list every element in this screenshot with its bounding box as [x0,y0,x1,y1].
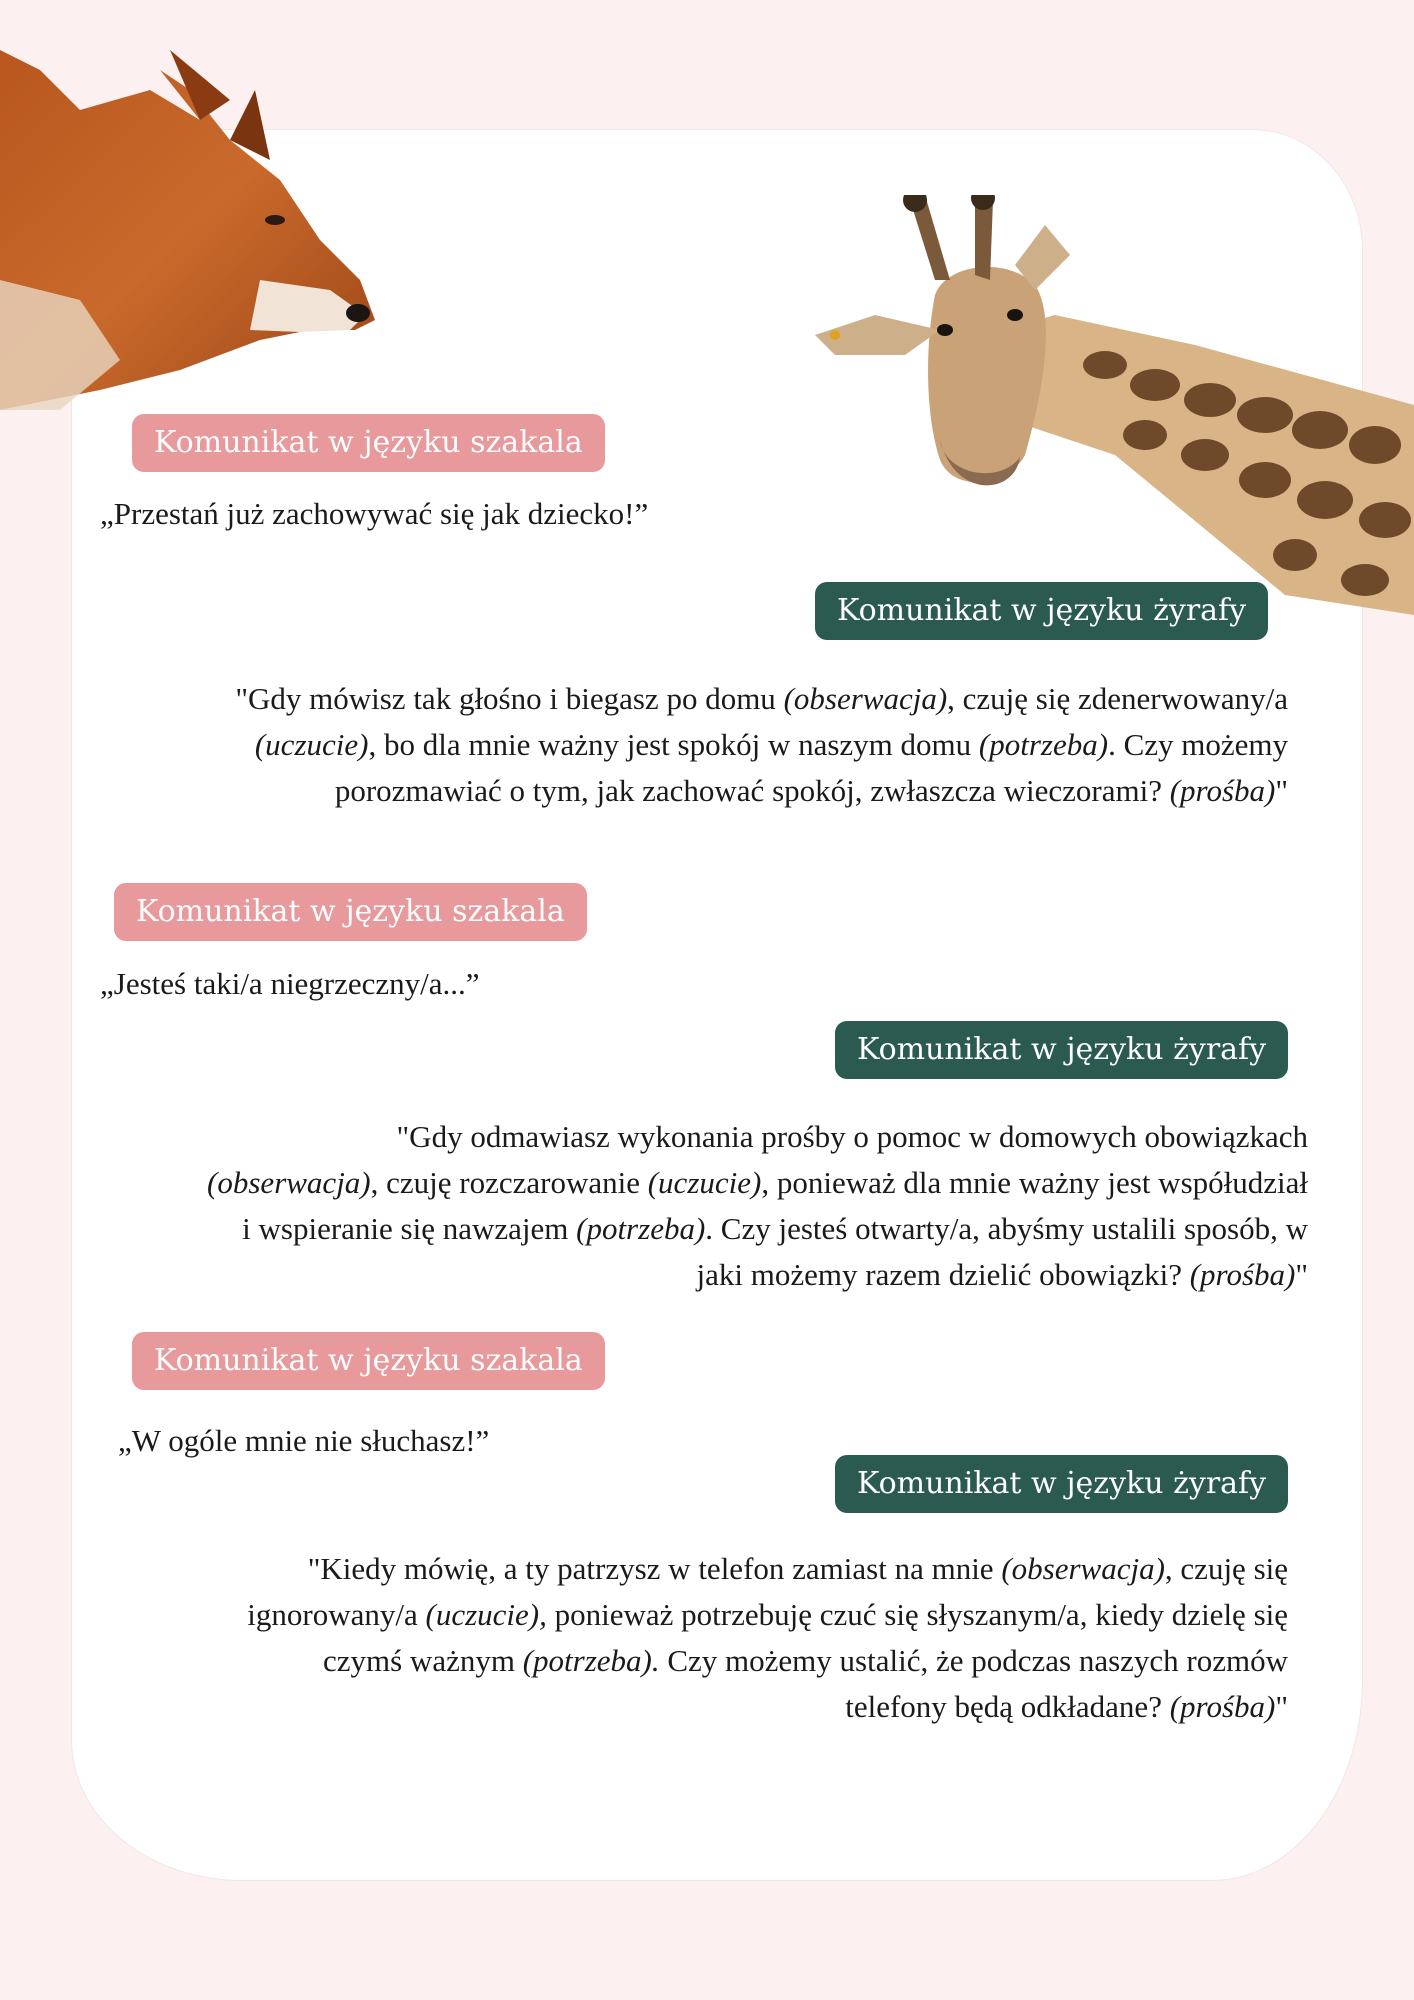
message-text: telefony będą odkładane? [845,1689,1170,1724]
message-line [100,1546,1288,1592]
giraffe-label-3: Komunikat w języku żyrafy [835,1455,1288,1513]
message-line [100,722,1288,768]
nvc-step-tag: (uczucie) [254,727,369,762]
jackal-label-3: Komunikat w języku szakala [132,1332,605,1390]
nvc-step-tag: (prośba) [1169,773,1276,808]
giraffe-illustration [815,195,1414,615]
message-text: ignorowany/a [247,1597,426,1632]
giraffe-message-3 [100,1546,1288,1730]
nvc-step-tag: (obserwacja) [1001,1551,1165,1586]
nvc-step-tag: (potrzeba) [978,727,1109,762]
message-text: jaki możemy razem dzielić obowiązki? [696,1257,1190,1292]
message-line [100,768,1288,814]
nvc-step-tag: (uczucie) [647,1165,762,1200]
message-text: " [1275,1689,1288,1724]
message-text: ponieważ potrzebuję czuć się słyszanym/a, kiedy dzielę się [546,1597,1288,1632]
message-text: " [1275,773,1288,808]
message-line [100,1252,1308,1298]
nvc-step-tag: (uczucie), [425,1597,547,1632]
giraffe-label-2: Komunikat w języku żyrafy [835,1021,1288,1079]
message-text: "Gdy mówisz tak głośno i biegasz po domu [235,681,784,716]
message-text: "Kiedy mówię, a ty patrzysz w telefon zamiast na mnie [307,1551,1002,1586]
giraffe-message-1 [100,676,1288,814]
nvc-step-tag: (prośba) [1169,1689,1276,1724]
jackal-quote-3: „W ogóle mnie nie słuchasz!” [118,1423,490,1458]
nvc-step-tag: (potrzeba) [576,1211,706,1246]
nvc-step-tag: (obserwacja) [207,1165,371,1200]
message-text: . Czy jesteś otwarty/a, abyśmy ustalili sposób, w [705,1211,1308,1246]
message-line [100,1160,1308,1206]
message-text: " [1295,1257,1308,1292]
message-text: czymś ważnym [322,1643,523,1678]
message-text: , czuję się [1164,1551,1288,1586]
message-text: i wspieranie się nawzajem [242,1211,577,1246]
message-text: Czy możemy ustalić, że podczas naszych rozmów [659,1643,1288,1678]
jackal-quote-1: „Przestań już zachowywać się jak dziecko!” [100,496,649,531]
message-text: , czuję się zdenerwowany/a [947,681,1288,716]
jackal-label-1: Komunikat w języku szakala [132,414,605,472]
message-line [100,1114,1308,1160]
message-text: . Czy możemy [1108,727,1288,762]
message-line [100,1638,1288,1684]
fox-illustration [0,30,420,410]
jackal-quote-2: „Jesteś taki/a niegrzeczny/a...” [100,966,480,1001]
message-text: , czuję rozczarowanie [370,1165,648,1200]
nvc-step-tag: (obserwacja) [783,681,948,716]
message-text: , ponieważ dla mnie ważny jest współudział [761,1165,1308,1200]
message-line [100,1206,1308,1252]
nvc-step-tag: (potrzeba). [522,1643,660,1678]
jackal-label-2: Komunikat w języku szakala [114,883,587,941]
message-line [100,1592,1288,1638]
giraffe-label-1: Komunikat w języku żyrafy [815,582,1268,640]
message-line [100,676,1288,722]
message-text: , bo dla mnie ważny jest spokój w naszym domu [368,727,979,762]
nvc-step-tag: (prośba) [1189,1257,1296,1292]
message-text: "Gdy odmawiasz wykonania prośby o pomoc w domowych obowiązkach [396,1119,1308,1154]
giraffe-message-2 [100,1114,1308,1298]
message-line [100,1684,1288,1730]
message-text: porozmawiać o tym, jak zachować spokój, zwłaszcza wieczorami? [334,773,1170,808]
